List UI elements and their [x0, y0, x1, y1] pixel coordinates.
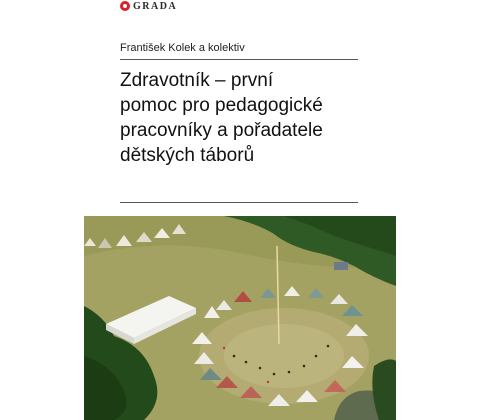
title-line: pomoc pro pedagogické	[120, 95, 323, 116]
title-line: dětských táborů	[120, 145, 255, 166]
book-title	[120, 68, 390, 168]
author-name: František Kolek a kolektiv	[120, 42, 245, 54]
title-line: pracovníky a pořadatele	[120, 120, 323, 141]
title-line: Zdravotník – první	[120, 70, 274, 91]
publisher-name: GRADA	[133, 0, 178, 12]
camp-photo-illustration	[84, 216, 396, 420]
publisher-mark-icon	[120, 1, 130, 11]
cover-photo	[84, 216, 396, 420]
publisher-logo	[120, 0, 177, 12]
divider-bottom	[120, 202, 358, 203]
divider-top	[120, 59, 358, 60]
